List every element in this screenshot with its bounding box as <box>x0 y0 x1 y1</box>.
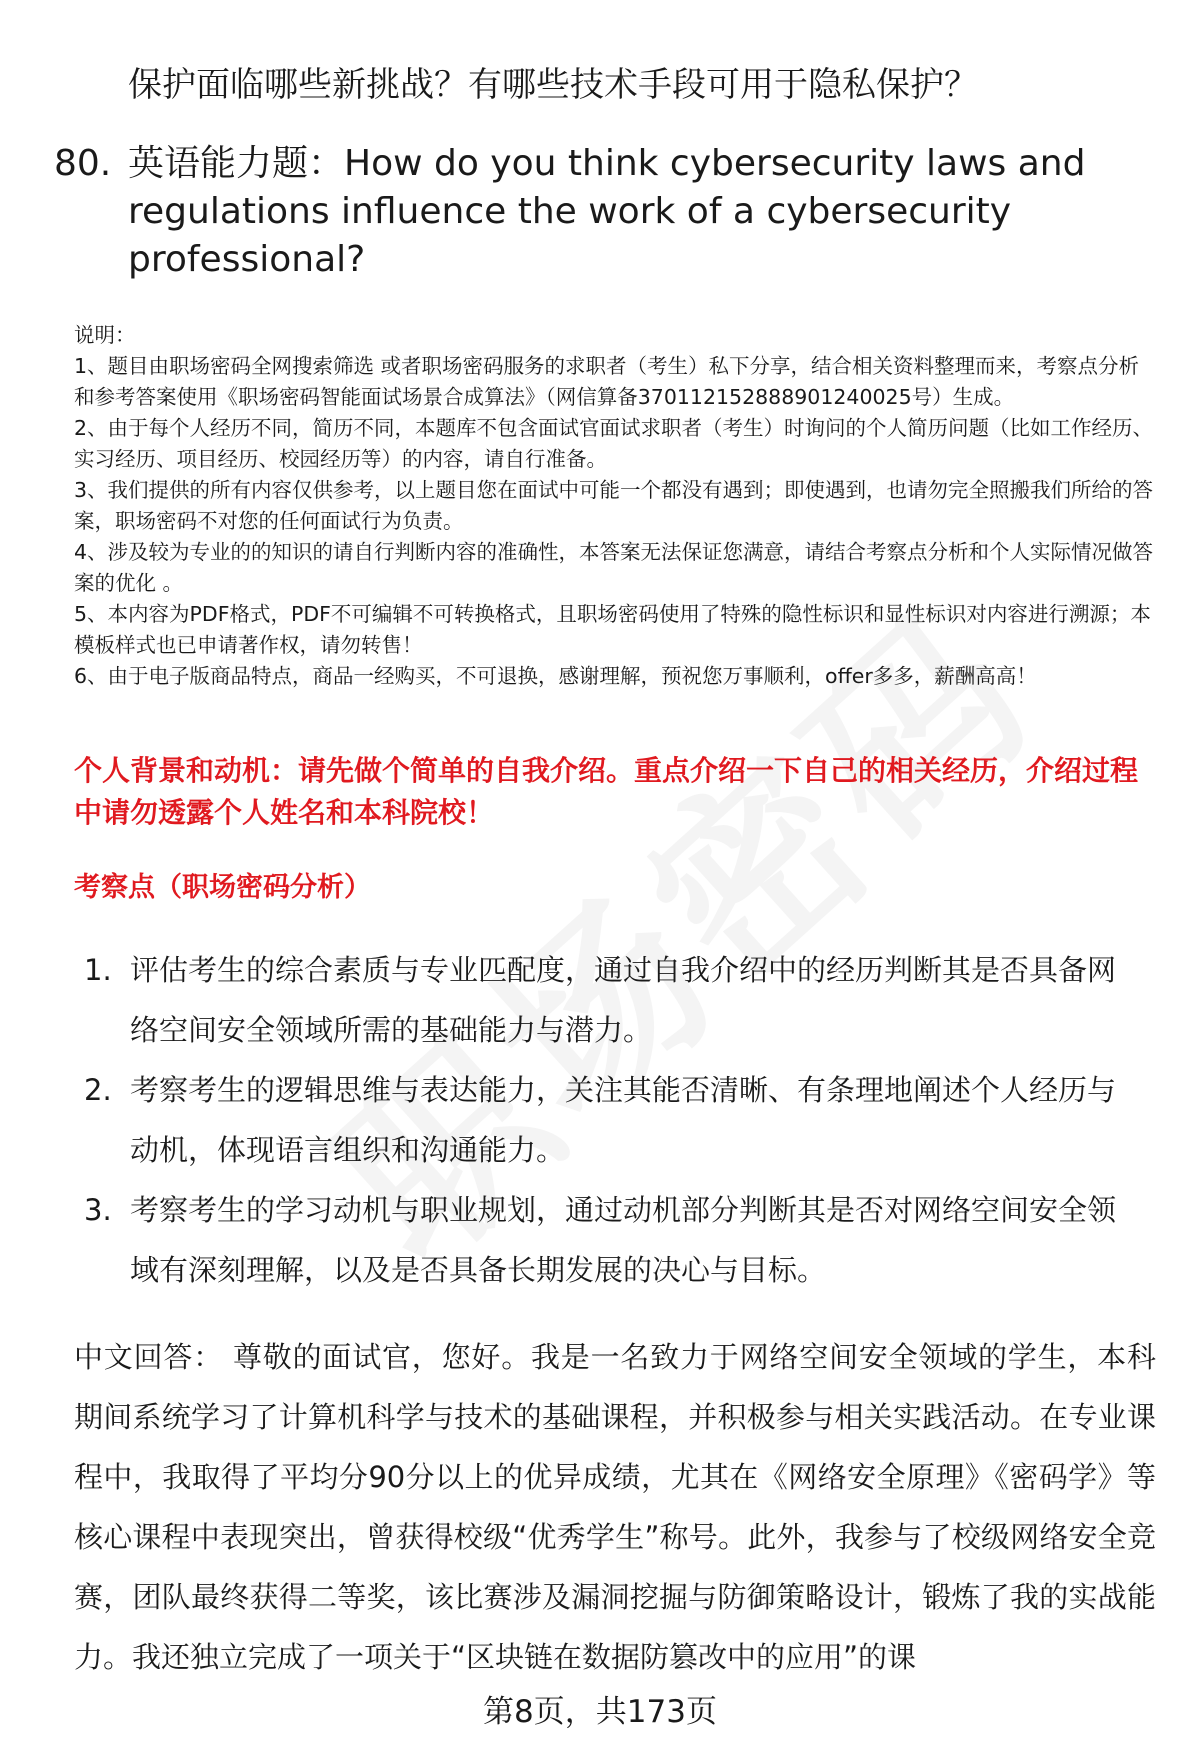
question-80 <box>54 140 1114 284</box>
list-item <box>84 1180 1144 1300</box>
chinese-answer: 中文回答： 尊敬的面试官，您好。我是一名致力于网络空间安全领域的学生，本科期间系统学习了计算机科学与技术的基础课程，并积极参与相关实践活动。在专业课程中，我取得了平均分90分以上的优异成绩，尤其在《网络安全原理》《密码学》等核心课程中表现突出，曾获得校级“优秀学生”称号。此外，我参与了校级网络安全竞赛，团队最终获得二等奖，该比赛涉及漏洞挖掘与防御策略设计，锻炼了我的实战能力。我还独立完成了一项关于“区块链在数据防篡改中的应用”的课 <box>74 1340 1156 1674</box>
note-item: 4、涉及较为专业的的知识的请自行判断内容的准确性，本答案无法保证您满意，请结合考察点分析和个人实际情况做答案的优化 。 <box>74 540 1154 595</box>
continued-question-text: 保护面临哪些新挑战？有哪些技术手段可用于隐私保护？ <box>128 65 978 105</box>
note-item: 1、题目由职场密码全网搜索筛选 或者职场密码服务的求职者（考生）私下分享，结合相关资料整理而来，考察点分析和参考答案使用《职场密码智能面试场景合成算法》（网信算备370112152888901240025号）生成。 <box>74 354 1140 409</box>
list-item-text: 评估考生的综合素质与专业匹配度，通过自我介绍中的经历判断其是否具备网络空间安全领域所需的基础能力与潜力。 <box>130 953 1117 1047</box>
page-footer: 第8页，共173页 <box>483 1694 717 1730</box>
list-item <box>84 940 1144 1060</box>
question-number: 80. <box>54 143 112 184</box>
list-item-number: 3. <box>84 1193 112 1227</box>
notes-section <box>74 320 1154 692</box>
list-item-text: 考察考生的逻辑思维与表达能力，关注其能否清晰、有条理地阐述个人经历与动机，体现语言组织和沟通能力。 <box>130 1073 1117 1167</box>
note-item: 6、由于电子版商品特点，商品一经购买，不可退换，感谢理解，预祝您万事顺利，offer多多，薪酬高高！ <box>74 664 1037 688</box>
list-item-number: 1. <box>84 953 112 987</box>
notes-title: 说明： <box>74 323 136 347</box>
analysis-heading: 考察点（职场密码分析） <box>74 872 371 903</box>
interview-question-heading: 个人背景和动机：请先做个简单的自我介绍。重点介绍一下自己的相关经历，介绍过程中请勿透露个人姓名和本科院校！ <box>74 754 1139 829</box>
note-item: 3、我们提供的所有内容仅供参考，以上题目您在面试中可能一个都没有遇到；即使遇到，也请勿完全照搬我们所给的答案，职场密码不对您的任何面试行为负责。 <box>74 478 1154 533</box>
list-item-number: 2. <box>84 1073 112 1107</box>
list-item-text: 考察考生的学习动机与职业规划，通过动机部分判断其是否对网络空间安全领域有深刻理解，以及是否具备长期发展的决心与目标。 <box>130 1193 1117 1287</box>
note-item: 5、本内容为PDF格式，PDF不可编辑不可转换格式，且职场密码使用了特殊的隐性标识和显性标识对内容进行溯源；本模板样式也已申请著作权，请勿转售！ <box>74 602 1151 657</box>
analysis-points-list <box>84 940 1144 1300</box>
question-text: 英语能力题：How do you think cybersecurity laws and regulations influence the work of a cybersecurity professional? <box>128 143 1086 280</box>
list-item <box>84 1060 1144 1180</box>
note-item: 2、由于每个人经历不同，简历不同，本题库不包含面试官面试求职者（考生）时询问的个人简历问题（比如工作经历、实习经历、项目经历、校园经历等）的内容，请自行准备。 <box>74 416 1154 471</box>
